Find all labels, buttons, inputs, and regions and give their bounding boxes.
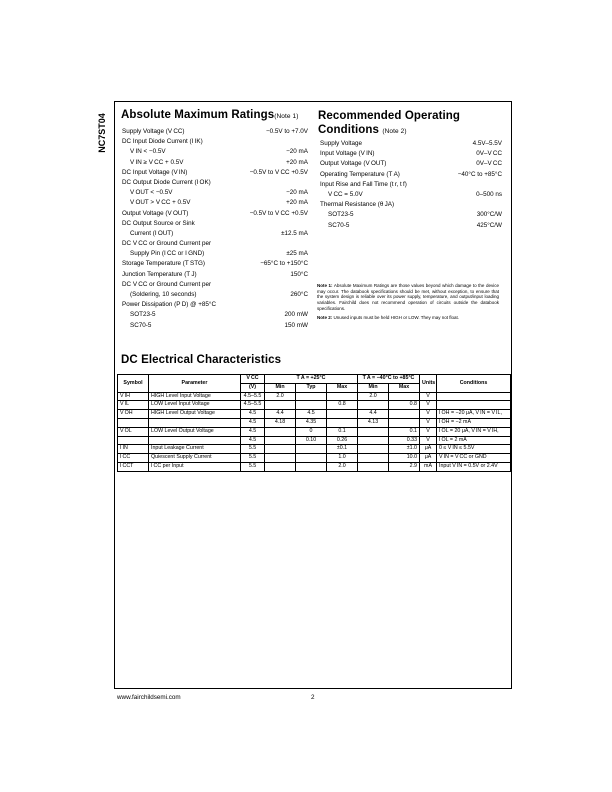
amr-row-label: Current (I OUT) (130, 229, 174, 237)
amr-title-text: Absolute Maximum Ratings (121, 109, 275, 121)
cell-sym (118, 436, 149, 445)
cell-param (149, 418, 241, 427)
roc-row (320, 221, 502, 231)
cell-max2: 10.0 (389, 454, 420, 463)
amr-row-label: DC V CC or Ground Current per (122, 240, 212, 248)
roc-row (320, 190, 502, 200)
cell-min2 (358, 427, 389, 436)
table-row (118, 445, 511, 454)
cell-vcc: 4.5 (241, 410, 265, 419)
header-vcc-unit: (V) (241, 383, 265, 392)
table-row (118, 427, 511, 436)
table-row (118, 436, 511, 445)
amr-row-value: −0.5V to V CC +0.5V (249, 209, 308, 217)
cell-min2: 4.13 (358, 418, 389, 427)
header-typ: Typ (296, 383, 327, 392)
amr-row-label: DC Output Source or Sink (122, 219, 195, 227)
cell-sym: V IL (118, 401, 149, 410)
roc-title (318, 109, 460, 139)
amr-row-value: −0.5V to +7.0V (265, 128, 308, 135)
part-number-sidebar (94, 103, 110, 163)
cell-vcc: 4.5 (241, 427, 265, 436)
cell-sym: I IN (118, 445, 149, 454)
roc-row-label: Input Voltage (V IN) (320, 150, 375, 158)
cell-min: 4.18 (265, 418, 296, 427)
cell-min (265, 401, 296, 410)
amr-row (122, 300, 308, 310)
header-parameter: Parameter (149, 375, 241, 393)
amr-row (122, 321, 308, 331)
cell-typ (296, 445, 327, 454)
roc-row (320, 180, 502, 190)
cell-unit: V (420, 401, 437, 410)
cell-max2: 0.33 (389, 436, 420, 445)
cell-typ: 0.10 (296, 436, 327, 445)
cell-unit: μA (420, 454, 437, 463)
cell-typ (296, 454, 327, 463)
cell-min (265, 445, 296, 454)
cell-sym: V IH (118, 392, 149, 401)
amr-row-value: 200 mW (284, 311, 308, 319)
amr-row-label: V OUT < −0.5V (130, 189, 173, 197)
roc-row-label: Thermal Resistance (θ JA) (320, 201, 395, 209)
cell-cond: 0 ≤ V IN ≤ 5.5V (437, 445, 511, 454)
cell-max2 (389, 392, 420, 401)
cell-vcc: 4.5–5.5 (241, 392, 265, 401)
cell-sym (118, 418, 149, 427)
roc-row-value: 300°C/W (476, 211, 502, 219)
cell-sym: I CCT (118, 462, 149, 471)
cell-max (327, 392, 358, 401)
cell-param: HIGH Level Input Voltage (149, 392, 241, 401)
roc-row-label: Supply Voltage (320, 140, 363, 147)
amr-row (122, 158, 308, 168)
amr-row-label: (Soldering, 10 seconds) (130, 291, 197, 298)
note-2-label: Note 2: (317, 314, 333, 320)
table-row (118, 392, 511, 401)
amr-row-label: V IN ≥ V CC + 0.5V (130, 158, 184, 166)
amr-row (122, 147, 308, 157)
amr-row-value: ±25 mA (286, 250, 308, 258)
cell-cond: V IN = V CC or GND (437, 454, 511, 463)
footer-url[interactable]: www.fairchildsemi.com (117, 694, 181, 701)
cell-unit: V (420, 427, 437, 436)
amr-row-label: DC Input Voltage (V IN) (122, 168, 188, 176)
cell-param: LOW Level Output Voltage (149, 427, 241, 436)
header-min: Min (265, 383, 296, 392)
cell-max2: 0.8 (389, 401, 420, 410)
amr-row-label: Output Voltage (V OUT) (122, 209, 189, 217)
roc-row-value: −40°C to +85°C (457, 170, 502, 178)
roc-row-value: 425°C/W (476, 221, 502, 229)
cell-sym: I CC (118, 454, 149, 463)
cell-min2 (358, 445, 389, 454)
cell-max2: 0.1 (389, 427, 420, 436)
amr-row (122, 178, 308, 188)
cell-min (265, 427, 296, 436)
roc-row-value: 0–500 ns (476, 190, 502, 198)
cell-min (265, 454, 296, 463)
part-number-label: NC7ST04 (97, 113, 107, 153)
amr-row-label: DC Input Diode Current (I IK) (122, 138, 203, 146)
amr-row (122, 259, 308, 269)
header-max: Max (327, 383, 358, 392)
cell-cond: I OH = −2 mA (437, 418, 511, 427)
cell-max: 2.0 (327, 462, 358, 471)
roc-row-value: 4.5V–5.5V (472, 140, 502, 147)
amr-row (122, 168, 308, 178)
cell-min (265, 436, 296, 445)
amr-row (122, 188, 308, 198)
amr-row-label: Supply Voltage (V CC) (122, 128, 185, 135)
roc-row (320, 210, 502, 220)
cell-unit: V (420, 436, 437, 445)
roc-spec-list (320, 139, 502, 231)
cell-sym: V OH (118, 410, 149, 419)
cell-min: 4.4 (265, 410, 296, 419)
page-number: 2 (311, 694, 315, 701)
roc-row (320, 139, 502, 149)
roc-row (320, 159, 502, 169)
amr-row-label: DC Output Diode Current (I OK) (122, 178, 211, 186)
cell-max: 1.0 (327, 454, 358, 463)
cell-typ: 0 (296, 427, 327, 436)
cell-min (265, 462, 296, 471)
cell-min2: 2.0 (358, 392, 389, 401)
cell-unit: V (420, 418, 437, 427)
cell-param: I CC per Input (149, 462, 241, 471)
roc-row-value: 0V–V CC (476, 150, 502, 158)
cell-vcc: 5.5 (241, 462, 265, 471)
amr-row-value: −20 mA (286, 148, 308, 156)
amr-row (122, 290, 308, 300)
header-units: Units (420, 375, 437, 393)
cell-param: HIGH Level Output Voltage (149, 410, 241, 419)
cell-cond (437, 401, 511, 410)
cell-max: 0.8 (327, 401, 358, 410)
cell-min2: 4.4 (358, 410, 389, 419)
roc-row-label: Operating Temperature (T A) (320, 170, 400, 178)
note-1-label: Note 1: (317, 283, 333, 288)
note-1-text: Absolute Maximum Ratings are those values beyond which damage to the device may occur. The databook specifications should be met, without exception, to ensure that the system design is reliable over its power supply, temperature, and output/input loading variables. Fairchild does not recommend operation of circuits outside the databook specifications. (317, 283, 499, 311)
roc-title-line2: Conditions (318, 124, 380, 136)
roc-row-label: Input Rise and Fall Time (t r, t f) (320, 180, 407, 188)
amr-row-value: −65°C to +150°C (260, 260, 308, 268)
cell-vcc: 4.5 (241, 436, 265, 445)
roc-row (320, 149, 502, 159)
amr-row-label: Storage Temperature (T STG) (122, 260, 206, 268)
cell-vcc: 4.5 (241, 418, 265, 427)
amr-row (122, 249, 308, 259)
cell-min: 2.0 (265, 392, 296, 401)
amr-row-label: SC70-5 (130, 321, 152, 329)
cell-vcc: 4.5–5.5 (241, 401, 265, 410)
amr-row-label: V IN < −0.5V (130, 148, 166, 156)
amr-row-value: −20 mA (286, 189, 308, 197)
amr-row-label: SOT23-5 (130, 311, 156, 319)
cell-unit: mA (420, 462, 437, 471)
roc-title-line1: Recommended Operating (318, 110, 461, 122)
amr-row-value: +20 mA (286, 158, 308, 166)
cell-param: Quiescent Supply Current (149, 454, 241, 463)
amr-row (122, 198, 308, 208)
amr-row (122, 137, 308, 147)
header-min-range: Min (358, 383, 389, 392)
amr-row-value: 260°C (290, 291, 308, 298)
amr-title (121, 109, 298, 121)
roc-note-ref: (Note 2) (382, 128, 407, 135)
cell-cond: Input V IN = 0.5V or 2.4V (437, 462, 511, 471)
cell-param: Input Leakage Current (149, 445, 241, 454)
table-row (118, 418, 511, 427)
amr-row-label: Supply Pin (I CC or I GND) (130, 250, 205, 258)
amr-row (122, 280, 308, 290)
amr-row-label: DC V CC or Ground Current per (122, 280, 212, 288)
table-row (118, 410, 511, 419)
cell-vcc: 5.5 (241, 445, 265, 454)
table-row (118, 462, 511, 471)
roc-row-label: SC70-5 (328, 221, 350, 229)
roc-row-label: SOT23-5 (328, 211, 354, 219)
cell-min2 (358, 436, 389, 445)
cell-max: 0.26 (327, 436, 358, 445)
cell-max2: ±1.0 (389, 445, 420, 454)
cell-typ (296, 401, 327, 410)
cell-typ: 4.35 (296, 418, 327, 427)
cell-min2 (358, 401, 389, 410)
cell-max2 (389, 410, 420, 419)
header-max-range: Max (389, 383, 420, 392)
roc-row (320, 200, 502, 210)
header-vcc: V CC (241, 375, 265, 384)
cell-max2: 2.9 (389, 462, 420, 471)
amr-note-ref: (Note 1) (274, 113, 299, 120)
amr-row (122, 127, 308, 137)
notes-block (317, 283, 499, 323)
roc-row-label: V CC = 5.0V (328, 190, 363, 198)
amr-row-label: V OUT > V CC + 0.5V (130, 199, 191, 207)
note-2-text: Unused inputs must be held HIGH or LOW. They may not float. (333, 314, 460, 320)
header-ta25: T A = +25°C (265, 375, 358, 384)
table-row (118, 401, 511, 410)
table-row (118, 454, 511, 463)
cell-vcc: 5.5 (241, 454, 265, 463)
roc-row-value: 0V–V CC (476, 160, 502, 168)
dc-title: DC Electrical Characteristics (121, 354, 282, 366)
header-ta-range: T A = −40°C to +85°C (358, 375, 420, 384)
roc-row (320, 170, 502, 180)
amr-row (122, 229, 308, 239)
cell-param (149, 436, 241, 445)
cell-max (327, 418, 358, 427)
cell-max (327, 410, 358, 419)
header-symbol: Symbol (118, 375, 149, 393)
cell-max: ±0.1 (327, 445, 358, 454)
cell-unit: V (420, 392, 437, 401)
cell-min2 (358, 462, 389, 471)
amr-row (122, 239, 308, 249)
header-conditions: Conditions (437, 375, 511, 393)
cell-min2 (358, 454, 389, 463)
cell-sym: V OL (118, 427, 149, 436)
cell-cond: I OL = 2 mA (437, 436, 511, 445)
cell-max2 (389, 418, 420, 427)
cell-cond (437, 392, 511, 401)
cell-cond: I OH = −20 μA, V IN = V IL, (437, 410, 511, 419)
amr-row-label: Power Dissipation (P D) @ +85°C (122, 301, 216, 309)
amr-row (122, 270, 308, 280)
amr-spec-list (122, 127, 308, 331)
amr-row (122, 310, 308, 320)
amr-row-value: ±12.5 mA (281, 229, 308, 237)
amr-row (122, 219, 308, 229)
amr-row-value: +20 mA (286, 199, 308, 207)
roc-row-label: Output Voltage (V OUT) (320, 160, 387, 168)
note-1 (317, 283, 499, 312)
cell-unit: V (420, 410, 437, 419)
cell-param: LOW Level Input Voltage (149, 401, 241, 410)
cell-unit: μA (420, 445, 437, 454)
dc-characteristics-table (117, 374, 511, 472)
cell-max: 0.1 (327, 427, 358, 436)
cell-cond: I OL = 20 μA, V IN = V IH, (437, 427, 511, 436)
amr-row-label: Junction Temperature (T J) (122, 270, 197, 278)
dc-table-body (118, 392, 511, 471)
amr-row-value: −0.5V to V CC +0.5V (249, 168, 308, 176)
cell-typ (296, 462, 327, 471)
cell-typ (296, 392, 327, 401)
amr-row (122, 209, 308, 219)
cell-typ: 4.5 (296, 410, 327, 419)
amr-row-value: 150 mW (284, 321, 308, 329)
note-2 (317, 315, 499, 321)
amr-row-value: 150°C (290, 270, 308, 278)
